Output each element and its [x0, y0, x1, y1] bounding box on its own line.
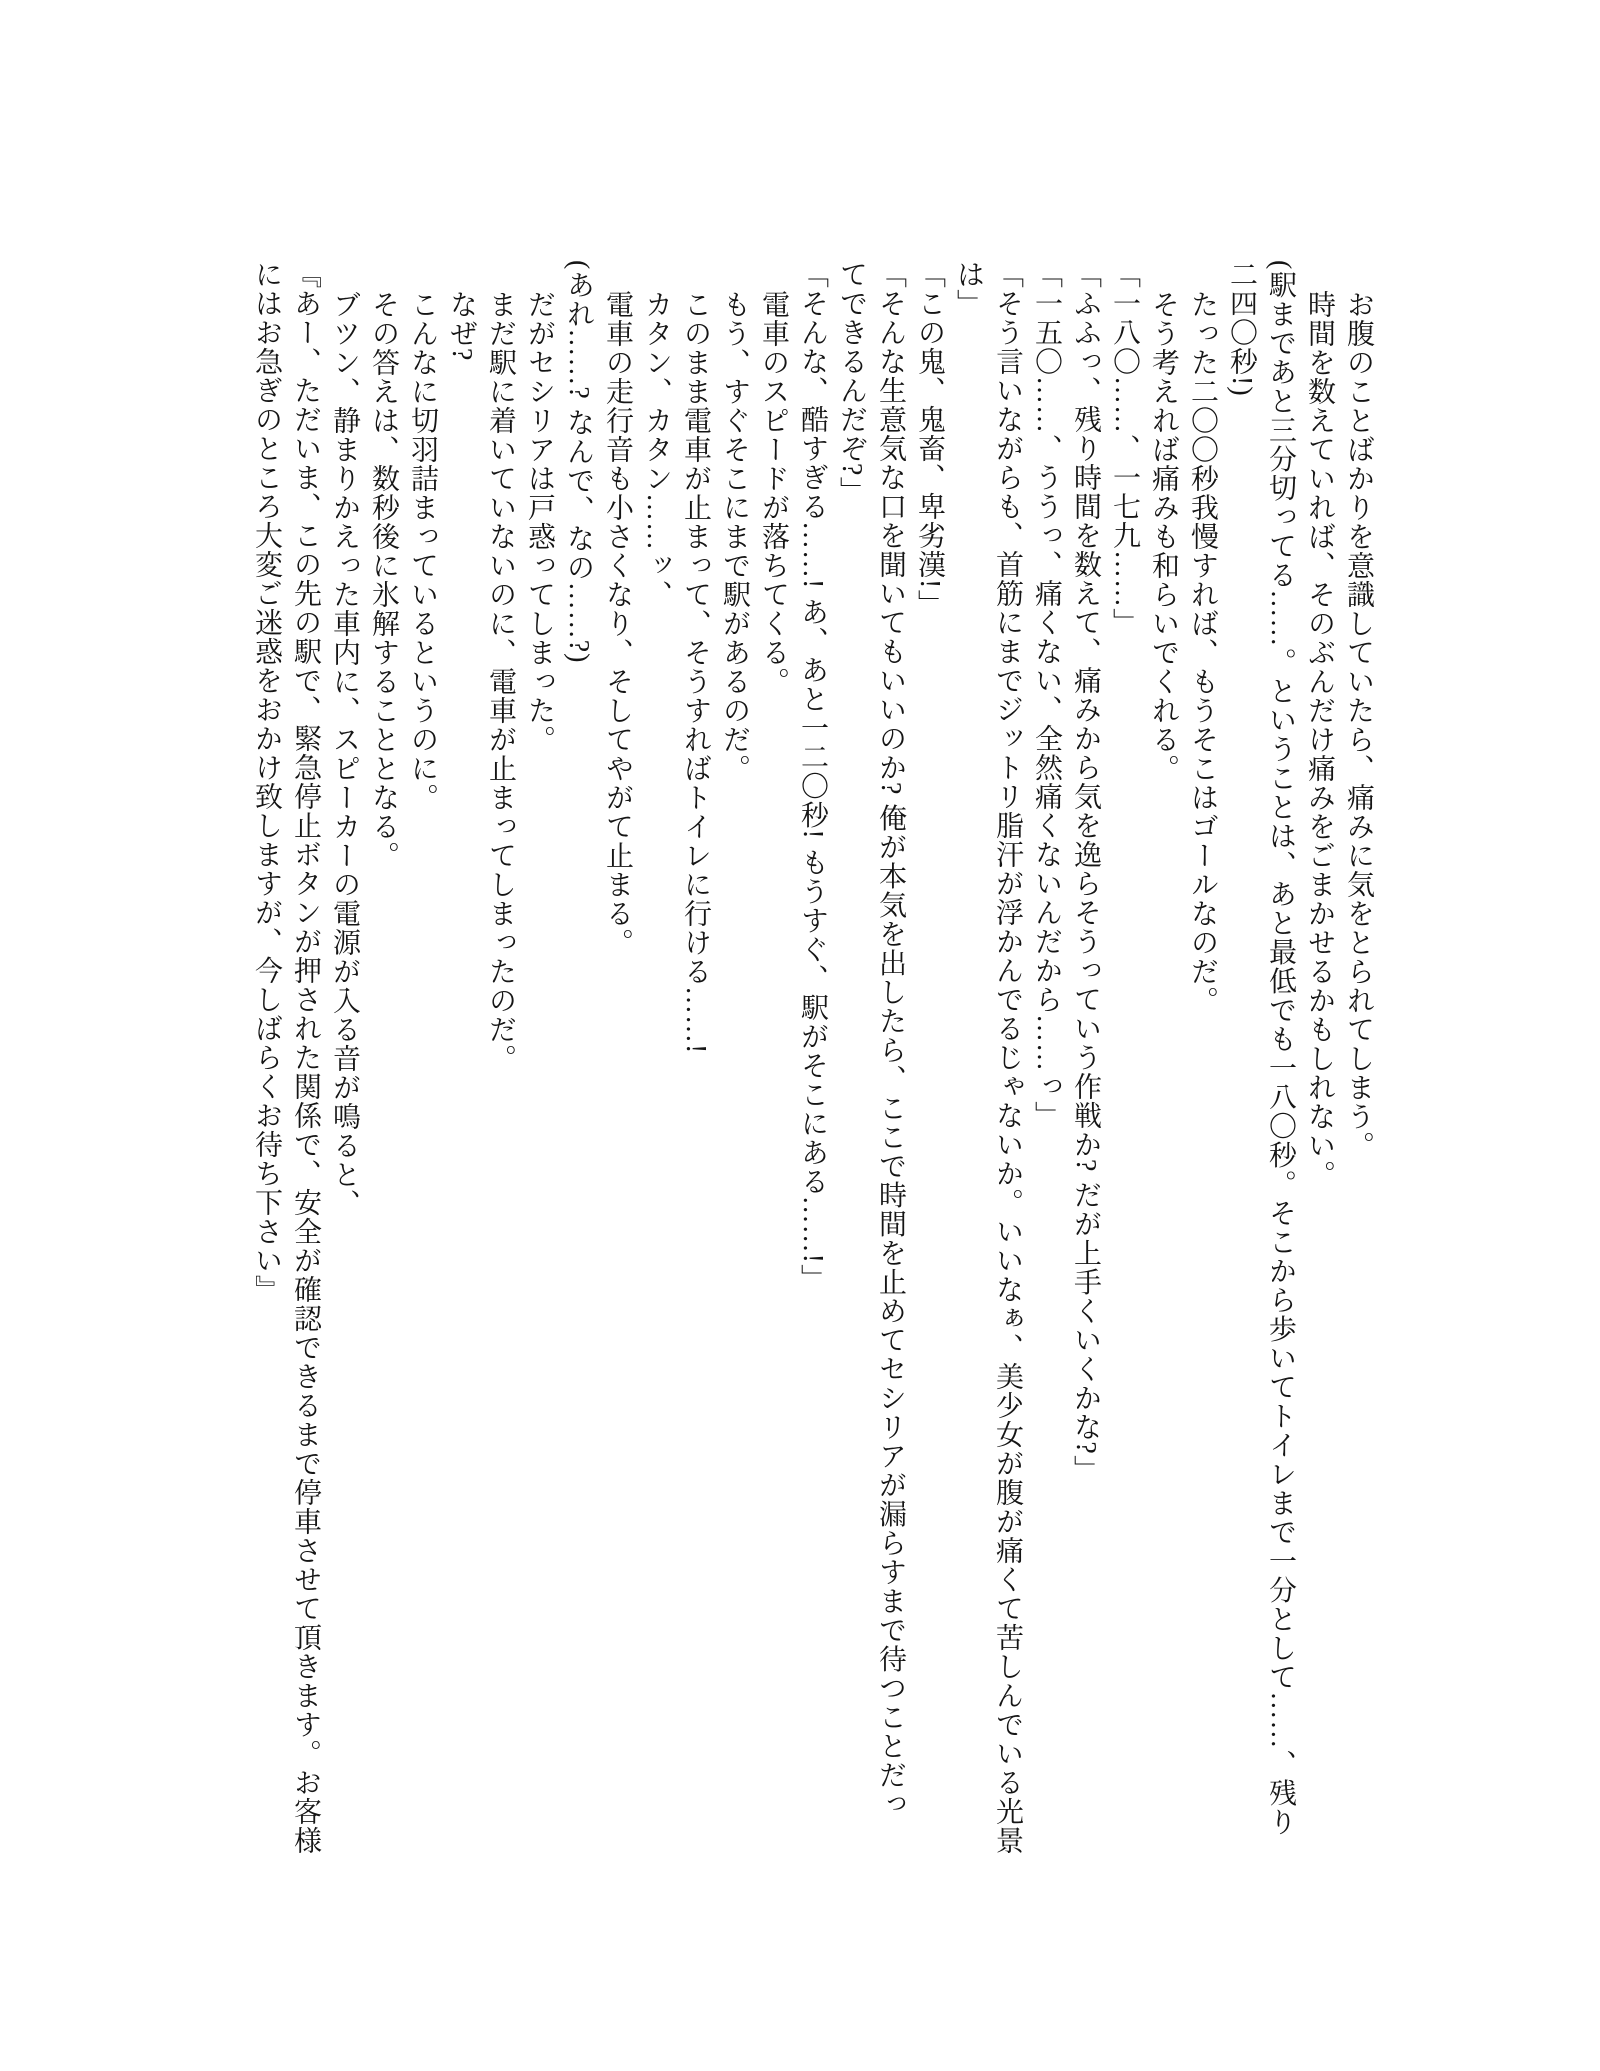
text-line: このまま電車が止まって、そうすればトイレに行ける……!	[680, 290, 711, 1055]
text-line: カタン、カタン……ッ、	[641, 290, 672, 609]
text-line: 「一五〇……、ううっ、痛くない、全然痛くないんだから……っ」	[1031, 260, 1062, 1130]
text-line: 電車のスピードが落ちてくる。	[758, 290, 789, 696]
text-line: 時間を数えていれば、そのぶんだけ痛みをごまかせるかもしれない。	[1304, 290, 1335, 1189]
text-line: 『あー、ただいま、この先の駅で、緊急停止ボタンが押された関係で、安全が確認できるまで停車させて頂きます。お客様	[290, 260, 321, 1855]
text-line: てできるんだぞ?」	[836, 260, 867, 506]
text-line: 「ふふっ、残り時間を数えて、痛みから気を逸らそうっていう作戦か? だが上手くいくかな?」	[1070, 260, 1101, 1484]
text-line: まだ駅に着いていないのに、電車が止まってしまったのだ。	[485, 290, 516, 1073]
text-line: だがセシリアは戸惑ってしまった。	[524, 290, 555, 754]
text-line: もう、すぐそこにまで駅があるのだ。	[719, 290, 750, 783]
text-line: ブツン、静まりかえった車内に、スピーカーの電源が入る音が鳴ると、	[329, 290, 360, 1218]
text-line: 「一八〇……、一七九……」	[1109, 260, 1140, 637]
text-line: こんなに切羽詰まっているというのに。	[407, 290, 438, 812]
text-line: 二四〇秒!)	[1226, 260, 1257, 397]
text-line: 電車の走行音も小さくなり、そしてやがて止まる。	[602, 290, 633, 957]
text-line: にはお急ぎのところ大変ご迷惑をおかけ致しますが、今しばらくお待ち下さい』	[251, 260, 282, 1304]
text-line: なぜ?	[446, 290, 477, 362]
text-line: お腹のことばかりを意識していたら、痛みに気をとられてしまう。	[1343, 290, 1374, 1160]
vertical-text-block	[242, 260, 1378, 1860]
text-line: 「この鬼、鬼畜、卑劣漢!」	[914, 260, 945, 619]
text-line: 「そんな、酷すぎる……! あ、あと一二〇秒! もうすぐ、駅がそこにある……!」	[797, 260, 828, 1293]
text-line: 「そう言いながらも、首筋にまでジットリ脂汗が浮かんでるじゃないか。いいなぁ、美少女が腹が痛くて苦しんでいる光景	[992, 260, 1023, 1855]
text-line: その答えは、数秒後に氷解することとなる。	[368, 290, 399, 870]
text-line: は」	[953, 260, 984, 318]
text-line: (あれ……? なんで、なの……?)	[563, 260, 594, 664]
text-line: (駅まであと三分切ってる……。ということは、あと最低でも一八〇秒。そこから歩いてトイレまで一分として……、残り	[1265, 260, 1296, 1837]
text-line: たった二〇〇秒我慢すれば、もうそこはゴールなのだ。	[1187, 290, 1218, 1015]
text-line: 「そんな生意気な口を聞いてもいいのか? 俺が本気を出したら、ここで時間を止めてセシリアが漏らすまで待つことだっ	[875, 260, 906, 1819]
text-line: そう考えれば痛みも和らいでくれる。	[1148, 290, 1179, 783]
